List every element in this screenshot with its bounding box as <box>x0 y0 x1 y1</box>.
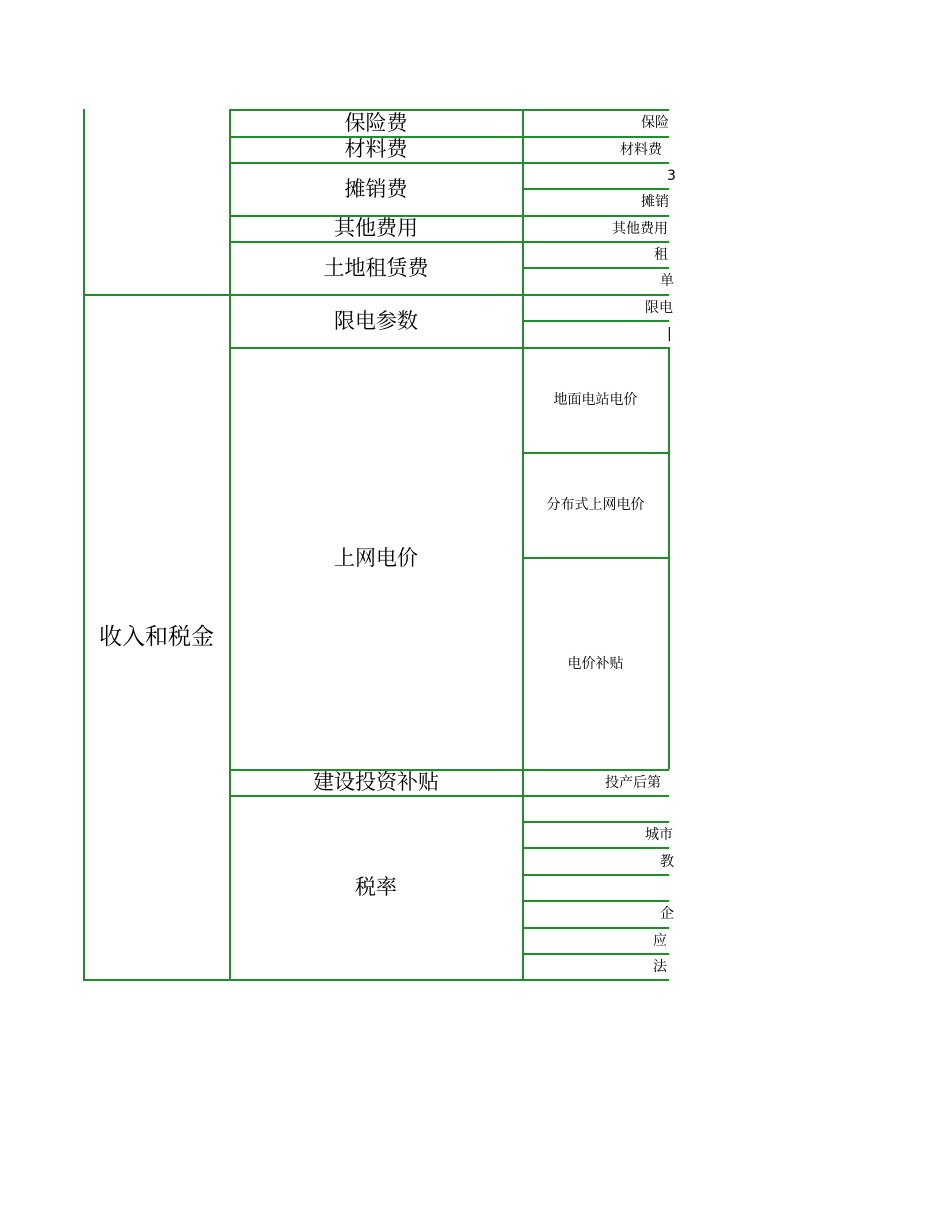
subitem-lease-2: 单 <box>660 273 674 289</box>
item-land-lease: 土地租赁费 <box>323 255 429 280</box>
item-insurance: 保险费 <box>344 110 408 135</box>
subitem-distributed-price: 分布式上网电价 <box>546 497 645 513</box>
subitem-curtailment-1: 限电 <box>645 299 673 316</box>
subitem-lease-1: 租 <box>654 246 668 263</box>
subitem-insurance: 保险 <box>641 115 669 131</box>
subitem-column <box>523 110 676 980</box>
subitem-price-subsidy: 电价补贴 <box>567 655 624 672</box>
item-material: 材料费 <box>344 137 408 161</box>
category-income-tax: 收入和税金 <box>99 623 214 650</box>
item-other: 其他费用 <box>334 216 418 240</box>
item-tax-rate: 税率 <box>355 875 397 899</box>
subitem-tax-7: 法 <box>653 959 667 975</box>
item-grid-price: 上网电价 <box>334 546 418 570</box>
item-curtailment: 限电参数 <box>334 308 418 333</box>
subitem-tax-2: 城市 <box>645 827 673 843</box>
subitem-amortization-1: 3 <box>667 167 676 184</box>
subitem-amortization-2: 摊销 <box>641 194 669 210</box>
subitem-ground-price: 地面电站电价 <box>553 392 638 408</box>
subitem-construction-subsidy: 投产后第 <box>605 774 661 791</box>
subitem-tax-5: 企 <box>660 906 674 922</box>
subitem-tax-6: 应 <box>653 932 667 949</box>
subitem-material: 材料费 <box>620 141 662 158</box>
subitem-other: 其他费用 <box>612 220 668 237</box>
item-amortization: 摊销费 <box>344 176 408 201</box>
subitem-curtailment-2: | <box>667 326 672 342</box>
item-construction-subsidy: 建设投资补贴 <box>313 770 439 794</box>
subitem-tax-3: 教 <box>660 853 674 870</box>
